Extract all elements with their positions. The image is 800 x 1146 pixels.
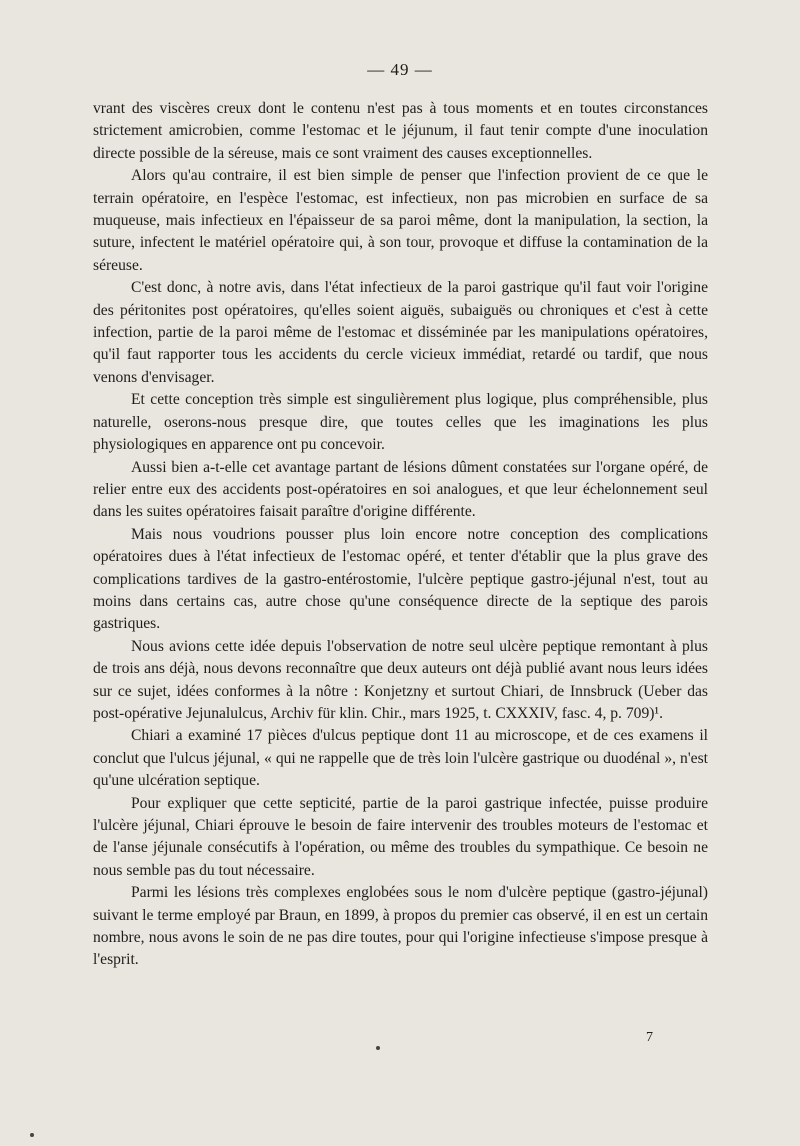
paragraph: C'est donc, à notre avis, dans l'état infectieux de la paroi gastrique qu'il faut voir l'origine des péritonites post opératoires, qu'elles soient aiguës, subaiguës ou chroniques et c'est à cette infection, partie de la paroi même de l'estomac et disséminée par les manipulations opératoires, qu'il faut rapporter tous les accidents du cercle vicieux immédiat, retardé ou tardif, que nous venons d'envisager. (93, 279, 708, 386)
paragraph: Alors qu'au contraire, il est bien simple de penser que l'infection provient de ce que le terrain opératoire, en l'espèce l'estomac, est infectieux, non pas microbien en surface de sa muqueuse, mais infectieux en l'épaisseur de sa paroi même, dont la manipulation, la section, la suture, infectent le matériel opératoire qui, à son tour, provoque et diffuse la contamination de la séreuse. (93, 167, 708, 274)
ink-dot (30, 1133, 34, 1137)
paragraph: Pour expliquer que cette septicité, partie de la paroi gastrique infectée, puisse produire l'ulcère jéjunal, Chiari éprouve le besoin de faire intervenir des troubles moteurs de l'estomac et de l'anse jéjunale consécutifs à l'opération, ou même des troubles du sympathique. Ce besoin ne nous semble pas du tout nécessaire. (93, 794, 708, 879)
signature-number: 7 (646, 1030, 653, 1045)
ink-dot (376, 1046, 380, 1050)
paragraph: vrant des viscères creux dont le contenu n'est pas à tous moments et en toutes circonstances strictement amicrobien, comme l'estomac et le jéjunum, il faut tenir compte d'une inoculation directe possible de la séreuse, mais ce sont vraiment des causes exceptionnelles. (93, 100, 708, 162)
paragraph: Chiari a examiné 17 pièces d'ulcus peptique dont 11 au microscope, et de ces examens il conclut que l'ulcus jéjunal, « qui ne rappelle que de très loin l'ulcère gastrique ou duodénal », n'est qu'une ulcération septique. (93, 727, 708, 790)
paragraph: Aussi bien a-t-elle cet avantage partant de lésions dûment constatées sur l'organe opéré, de relier entre eux des accidents post-opératoires en soi analogues, et que leur échelonnement seul dans les suites opératoires faisait paraître d'origine différente. (93, 458, 708, 521)
page-number: — 49 — (367, 60, 433, 79)
paragraph: Et cette conception très simple est singulièrement plus logique, plus compréhensible, plus naturelle, oserons-nous presque dire, que toutes celles que les imaginations les plus physiologiques en apparence ont pu concevoir. (93, 391, 708, 454)
paragraph: Parmi les lésions très complexes englobées sous le nom d'ulcère peptique (gastro-jéjunal) suivant le terme employé par Braun, en 1899, à propos du premier cas observé, il en est un certain nombre, nous avons le soin de ne pas dire toutes, pour qui l'origine infectieuse s'impose presque à l'esprit. (93, 884, 708, 969)
paragraph: Nous avions cette idée depuis l'observation de notre seul ulcère peptique remontant à plus de trois ans déjà, nous devons reconnaître que deux auteurs ont déjà publié avant nous leurs idées sur ce sujet, idées conformes à la nôtre : Konjetzny et surtout Chiari, de Innsbruck (Ueber das post-opérative Jejunalulcus, Archiv für klin. Chir., mars 1925, t. CXXXIV, fasc. 4, p. 709)¹. (93, 637, 708, 722)
paragraph: Mais nous voudrions pousser plus loin encore notre conception des complications opératoires dues à l'état infectieux de l'estomac opéré, et tenter d'établir que la plus grave des complications tardives de la gastro-entérostomie, l'ulcère peptique gastro-jéjunal n'est, tout au moins dans certains cas, autre chose qu'une conséquence directe de la septique des parois gastriques. (93, 525, 708, 633)
body-text (93, 98, 708, 972)
